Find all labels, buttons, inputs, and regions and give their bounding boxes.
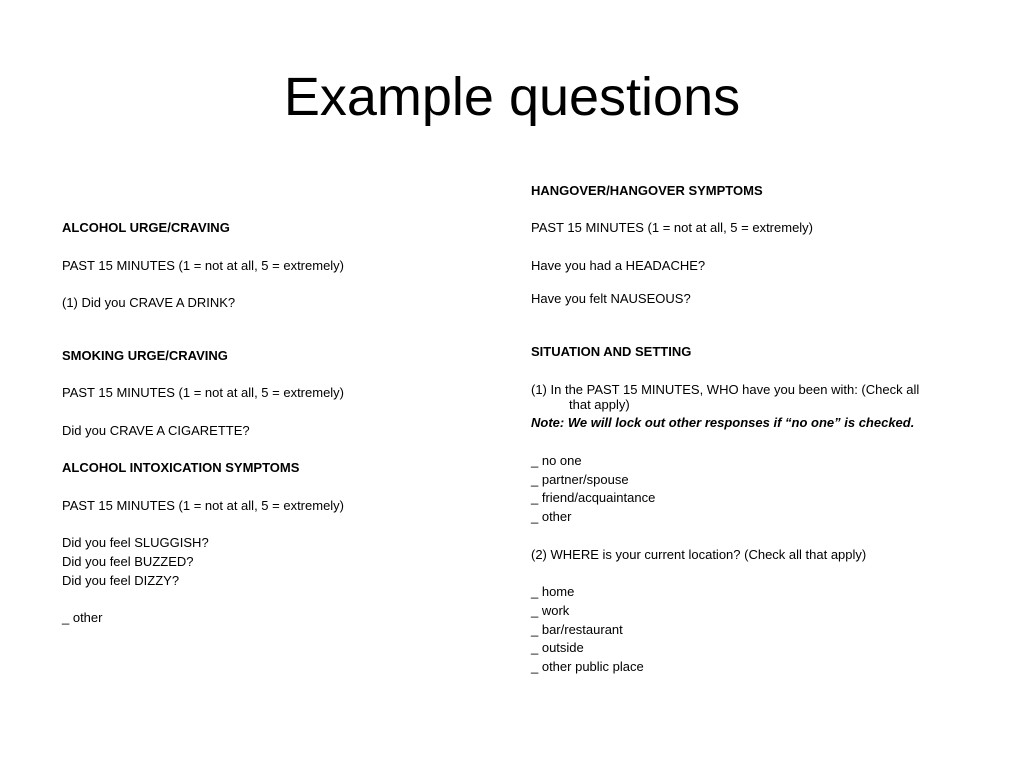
hangover-question: Have you had a HEADACHE?	[531, 258, 706, 273]
slide-title: Example questions	[283, 67, 741, 127]
hangover-question: Have you felt NAUSEOUS?	[531, 291, 691, 306]
intoxication-other-option: _ other	[62, 610, 103, 625]
who-option: _ partner/spouse	[531, 472, 629, 487]
intoxication-question: Did you feel BUZZED?	[62, 554, 194, 569]
smoking-craving-question: Did you CRAVE A CIGARETTE?	[62, 423, 250, 438]
where-option: _ other public place	[531, 659, 644, 674]
situation-where-question: (2) WHERE is your current location? (Check all that apply)	[531, 547, 867, 562]
hangover-heading: HANGOVER/HANGOVER SYMPTOMS	[531, 183, 763, 198]
intoxication-question: Did you feel SLUGGISH?	[62, 535, 209, 550]
situation-who-question-continued: that apply)	[569, 397, 630, 412]
alcohol-craving-question: (1) Did you CRAVE A DRINK?	[62, 295, 236, 310]
alcohol-craving-heading: ALCOHOL URGE/CRAVING	[62, 220, 230, 235]
situation-note: Note: We will lock out other responses if “no one” is checked.	[531, 415, 915, 430]
where-option: _ bar/restaurant	[531, 622, 623, 637]
where-option: _ work	[531, 603, 570, 618]
situation-heading: SITUATION AND SETTING	[531, 344, 692, 359]
situation-who-question: (1) In the PAST 15 MINUTES, WHO have you been with: (Check all	[531, 382, 920, 397]
who-option: _ no one	[531, 453, 582, 468]
where-option: _ home	[531, 584, 575, 599]
smoking-craving-heading: SMOKING URGE/CRAVING	[62, 348, 228, 363]
intoxication-question: Did you feel DIZZY?	[62, 573, 180, 588]
intoxication-scale: PAST 15 MINUTES (1 = not at all, 5 = extremely)	[62, 498, 345, 513]
alcohol-craving-scale: PAST 15 MINUTES (1 = not at all, 5 = extremely)	[62, 258, 345, 273]
smoking-craving-scale: PAST 15 MINUTES (1 = not at all, 5 = extremely)	[62, 385, 345, 400]
hangover-scale: PAST 15 MINUTES (1 = not at all, 5 = extremely)	[531, 220, 814, 235]
who-option: _ friend/acquaintance	[531, 490, 656, 505]
intoxication-heading: ALCOHOL INTOXICATION SYMPTOMS	[62, 460, 300, 475]
who-option: _ other	[531, 509, 572, 524]
where-option: _ outside	[531, 640, 584, 655]
